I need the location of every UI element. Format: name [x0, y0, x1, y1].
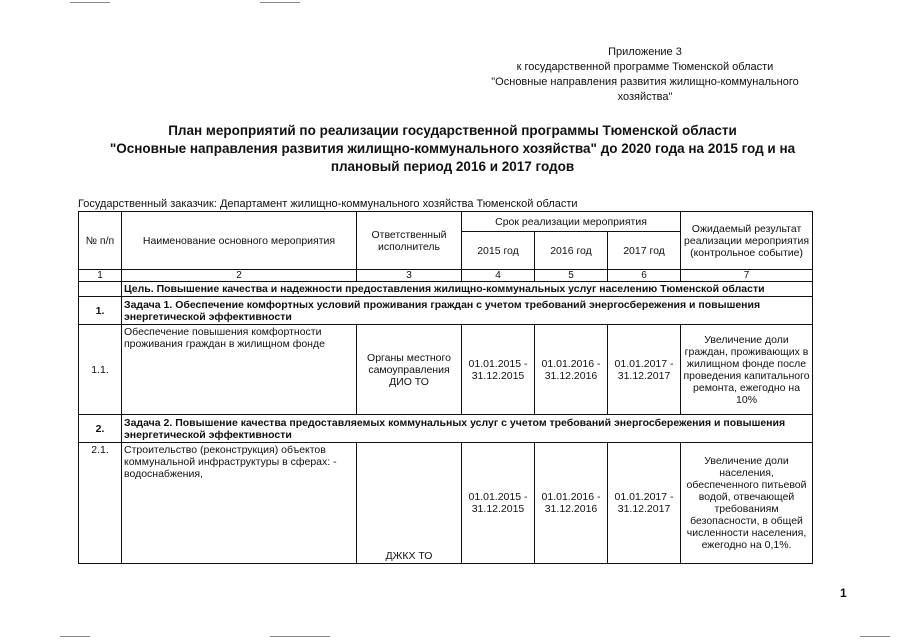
- task1-row: [79, 297, 813, 325]
- row-2-1-executor: ДЖКХ ТО: [357, 443, 462, 564]
- scan-artifact: [860, 636, 890, 637]
- row-2-1: [79, 443, 813, 564]
- header-num: № п/п: [79, 212, 122, 270]
- title-line1: План мероприятий по реализации государственной программы Тюменской области: [168, 123, 737, 138]
- goal-row: [79, 282, 813, 297]
- row-1-1-num: 1.1.: [79, 325, 122, 415]
- header-result: Ожидаемый результат реализации мероприятия (контрольное событие): [681, 212, 813, 270]
- page-number: 1: [840, 586, 847, 600]
- scan-artifact: [260, 2, 300, 3]
- task2-num: 2.: [79, 415, 122, 443]
- row-1-1-executor: Органы местного самоуправления ДИО ТО: [357, 325, 462, 415]
- task1-text: Задача 1. Обеспечение комфортных условий проживания граждан с учетом требований энергосбережения и повышения энергетической эффективности: [122, 297, 813, 325]
- row-2-1-2016: 01.01.2016 - 31.12.2016: [535, 443, 608, 564]
- row-2-1-2017: 01.01.2017 - 31.12.2017: [608, 443, 681, 564]
- row-1-1-name: Обеспечение повышения комфортности проживания граждан в жилищном фонде: [122, 325, 357, 415]
- row-2-1-num: 2.1.: [79, 443, 122, 564]
- appendix-line3: "Основные направления развития жилищно-коммунального: [491, 76, 799, 88]
- task2-row: [79, 415, 813, 443]
- header-name: Наименование основного мероприятия: [122, 212, 357, 270]
- header-year-2017: 2017 год: [608, 232, 681, 270]
- task1-num: 1.: [79, 297, 122, 325]
- col-number: 4: [462, 270, 535, 282]
- header-executor: Ответственный исполнитель: [357, 212, 462, 270]
- header-year-2016: 2016 год: [535, 232, 608, 270]
- row-2-1-result: Увеличение доли населения, обеспеченного питьевой водой, отвечающей требованиям безопасности, в общей численности населения, ежегодно на 0,1%.: [681, 443, 813, 564]
- appendix-line2: к государственной программе Тюменской области: [516, 61, 774, 73]
- title-line2: "Основные направления развития жилищно-коммунального хозяйства" до 2020 года на 2015 год и на: [109, 141, 796, 156]
- column-numbers-row: [79, 270, 813, 282]
- row-1-1: [79, 325, 813, 415]
- title-line3: плановый период 2016 и 2017 годов: [330, 159, 575, 174]
- row-1-1-result: Увеличение доли граждан, проживающих в жилищном фонде после проведения капитального ремонта, ежегодно на 10%: [681, 325, 813, 415]
- scan-artifact: [60, 636, 90, 637]
- state-customer: Государственный заказчик: Департамент жилищно-коммунального хозяйства Тюменской области: [78, 198, 578, 210]
- appendix-line1: Приложение 3: [608, 46, 682, 58]
- row-2-1-2015: 01.01.2015 - 31.12.2015: [462, 443, 535, 564]
- document-title: [95, 122, 810, 176]
- scan-artifact: [70, 2, 110, 3]
- row-1-1-2017: 01.01.2017 - 31.12.2017: [608, 325, 681, 415]
- plan-table: [78, 211, 813, 564]
- col-number: 6: [608, 270, 681, 282]
- appendix-header: [440, 45, 850, 105]
- appendix-line4: хозяйства": [617, 91, 673, 103]
- col-number: 3: [357, 270, 462, 282]
- col-number: 1: [79, 270, 122, 282]
- row-1-1-2015: 01.01.2015 - 31.12.2015: [462, 325, 535, 415]
- scan-artifact: [270, 636, 330, 637]
- task2-text: Задача 2. Повышение качества предоставляемых коммунальных услуг с учетом требований энергосбережения и повышения энергетической эффективности: [122, 415, 813, 443]
- col-number: 2: [122, 270, 357, 282]
- goal-text: Цель. Повышение качества и надежности предоставления жилищно-коммунальных услуг населению Тюменской области: [122, 282, 813, 297]
- header-year-2015: 2015 год: [462, 232, 535, 270]
- header-row: [79, 212, 813, 232]
- header-period: Срок реализации мероприятия: [462, 212, 681, 232]
- row-1-1-2016: 01.01.2016 - 31.12.2016: [535, 325, 608, 415]
- col-number: 7: [681, 270, 813, 282]
- row-2-1-name: Строительство (реконструкция) объектов коммунальной инфраструктуры в сферах: - водоснабжения,: [122, 443, 357, 564]
- col-number: 5: [535, 270, 608, 282]
